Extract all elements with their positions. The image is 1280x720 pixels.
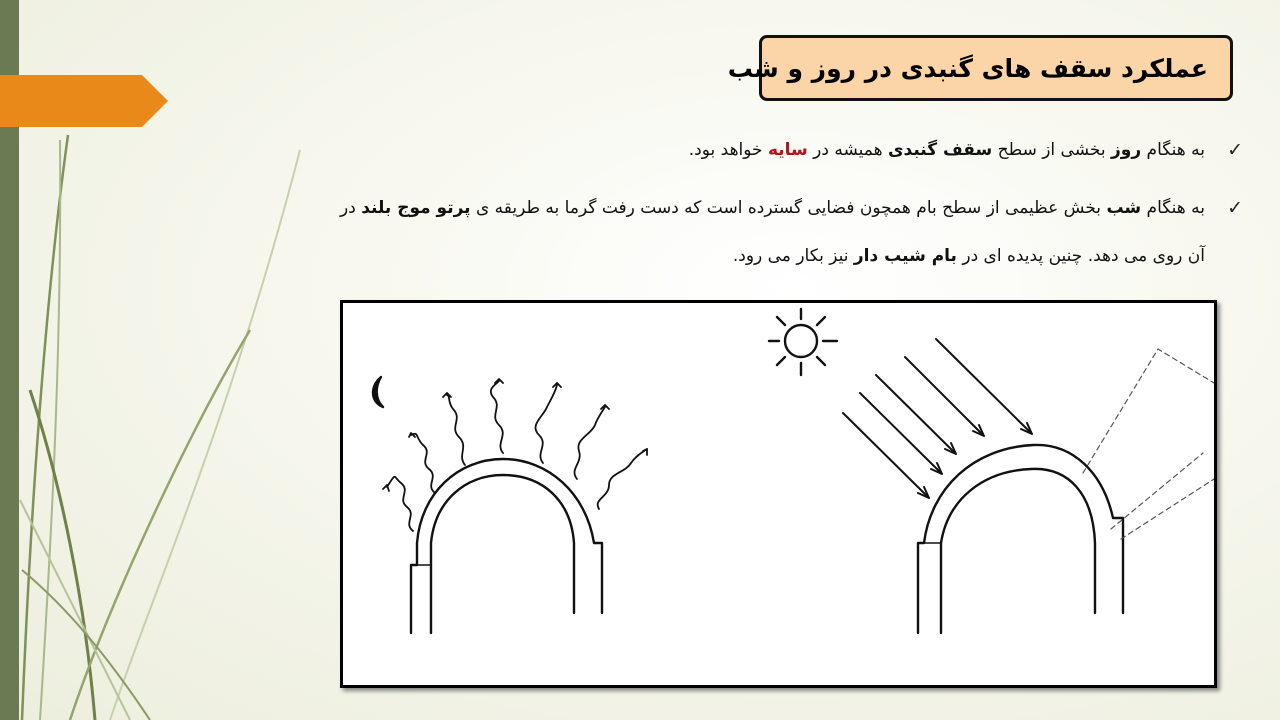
moon-icon [373,377,383,407]
text-segment-bold: شب [1106,198,1142,218]
bullet-list [320,126,1243,280]
sun-icon [769,309,837,375]
slide-title-box [727,35,1233,101]
shadow-region [1083,349,1214,539]
dome-diagram-frame [340,300,1217,688]
checkmark-icon: ✓ [1227,139,1243,161]
slide-title: عملکرد سقف های گنبدی در روز و شب [727,53,1208,83]
bullet-item-night [320,184,1243,280]
text-segment: به هنگام [1141,198,1205,218]
text-segment: در آن روی می دهد. چنین پدیده ای در [340,198,1205,266]
text-segment-bold: بام شیب دار [853,246,957,266]
bullet-item-day [320,126,1243,174]
text-segment: به هنگام [1141,140,1205,160]
longwave-radiation-arrows [383,379,647,531]
text-segment: بخش عظیمی از سطح بام همچون فضایی گسترده است که دست رفت گرما به طریقه ی [470,198,1107,218]
orange-accent-tab [0,75,168,127]
text-segment-bold: روز [1111,140,1142,160]
text-segment-bold: سقف گنبدی [887,140,993,160]
text-segment: خواهد بود. [688,140,768,160]
text-segment: همیشه در [807,140,888,160]
checkmark-icon: ✓ [1227,197,1243,219]
dome-diagram [343,303,1214,685]
text-segment-highlight: سایه [767,140,808,160]
day-dome [918,445,1123,633]
text-segment: نیز بکار می رود. [732,246,854,266]
bullet-text [689,140,1205,160]
night-dome [411,459,602,633]
bullet-text [340,198,1205,266]
text-segment: بخشی از سطح [992,140,1112,160]
text-segment-bold: پرتو موج بلند [361,198,471,218]
